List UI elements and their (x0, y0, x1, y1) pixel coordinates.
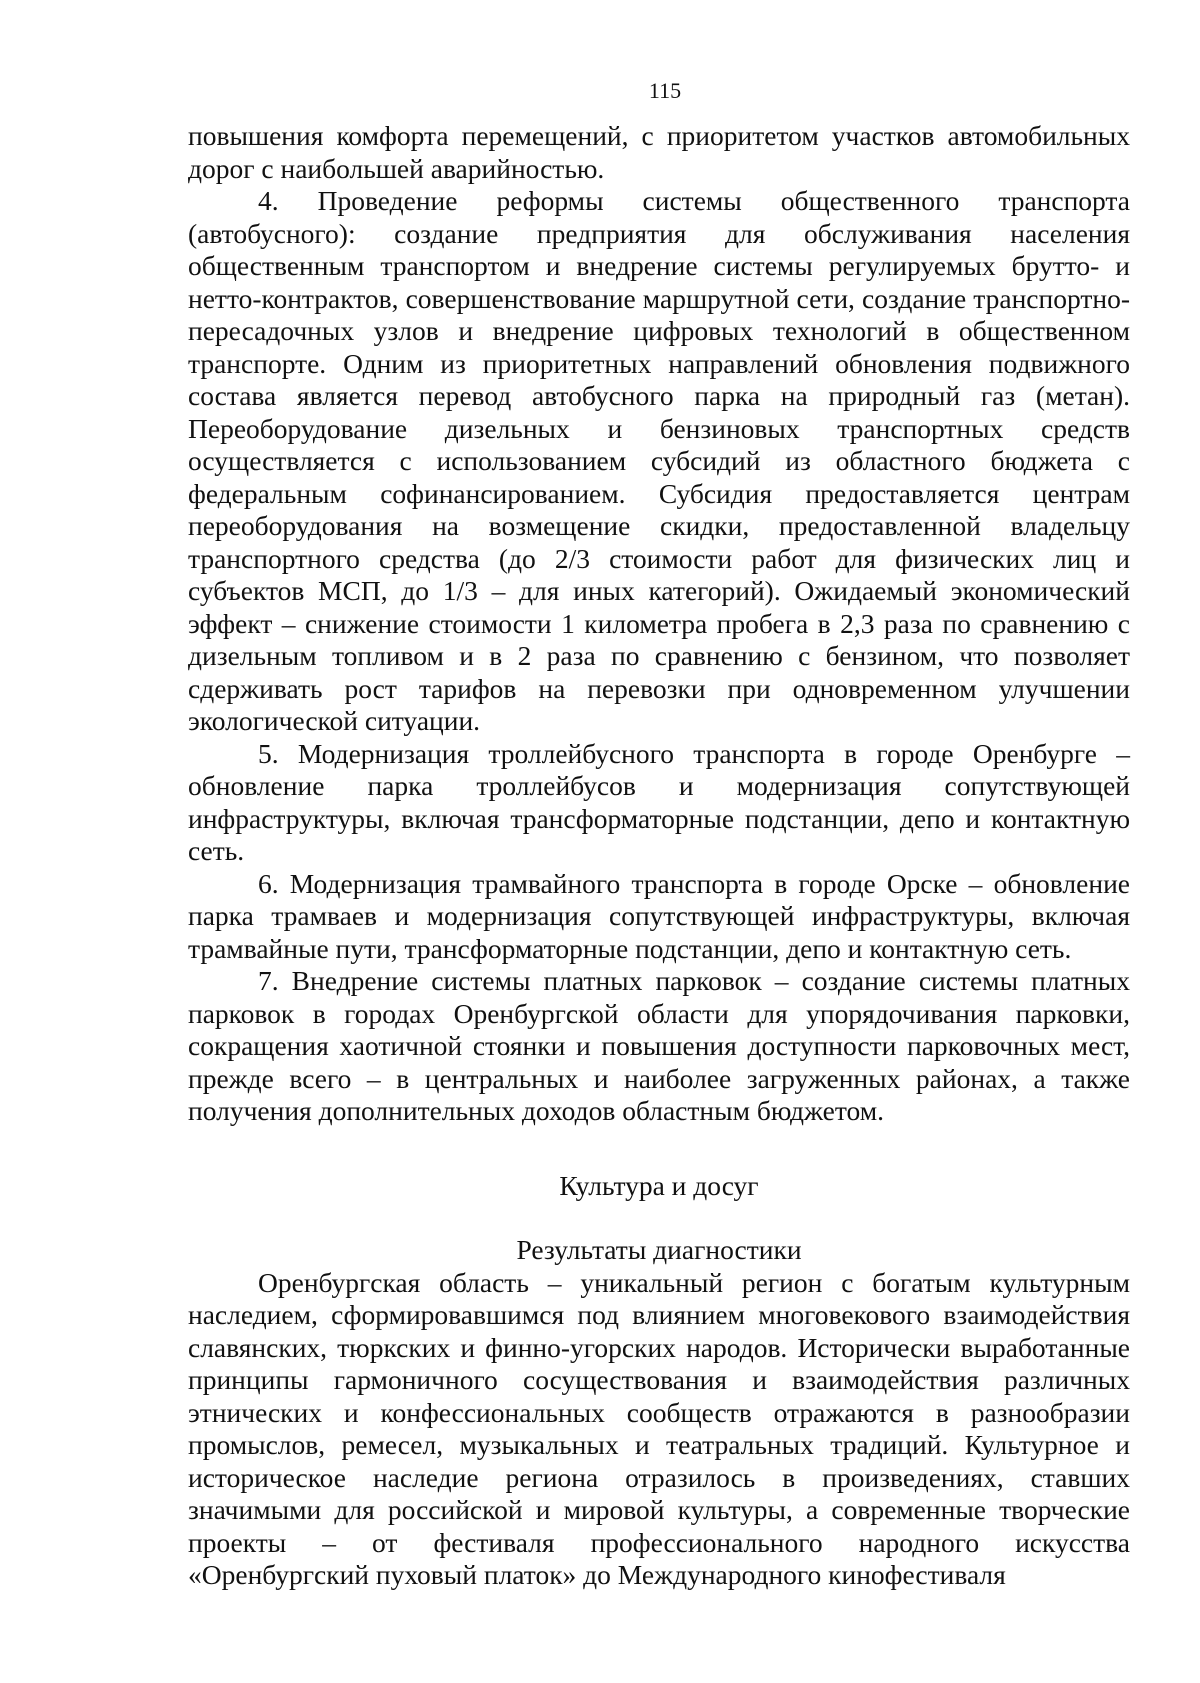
paragraph-item-4: 4. Проведение реформы системы общественного транспорта (автобусного): создание предприятия для обслуживания населения общественным транспортом и внедрение системы регулируемых брутто- и нетто-контрактов, совершенствование маршрутной сети, создание транспортно-пересадочных узлов и внедрение цифровых технологий в общественном транспорте. Одним из приоритетных направлений обновления подвижного состава является перевод автобусного парка на природный газ (метан). Переоборудование дизельных и бензиновых транспортных средств осуществляется с использованием субсидий из областного бюджета с федеральным софинансированием. Субсидия предоставляется центрам переоборудования на возмещение скидки, предоставленной владельцу транспортного средства (до 2/3 стоимости работ для физических лиц и субъектов МСП, до 1/3 – для иных категорий). Ожидаемый экономический эффект – снижение стоимости 1 километра пробега в 2,3 раза по сравнению с дизельным топливом и в 2 раза по сравнению с бензином, что позволяет сдерживать рост тарифов на перевозки при одновременном улучшении экологической ситуации. (188, 185, 1130, 736)
paragraph-culture-intro: Оренбургская область – уникальный регион с богатым культурным наследием, сформировавшимся под влиянием многовекового взаимодействия славянских, тюркских и финно-угорских народов. Исторически выработанные принципы гармоничного сосуществования и взаимодействия различных этнических и конфессиональных сообществ отражаются в разнообразии промыслов, ремесел, музыкальных и театральных традиций. Культурное и историческое наследие региона отразилось в произведениях, ставших значимыми для российской и мировой культуры, а современные творческие проекты – от фестиваля профессионального народного искусства «Оренбургский пуховый платок» до Международного кинофестиваля (188, 1266, 1130, 1590)
paragraph-item-6: 6. Модернизация трамвайного транспорта в городе Орске – обновление парка трамваев и модернизация сопутствующей инфраструктуры, включая трамвайные пути, трансформаторные подстанции, депо и контактную сеть. (188, 867, 1130, 964)
section-heading: Культура и досуг (559, 1169, 759, 1201)
page-number: 115 (648, 78, 682, 103)
paragraph-item-5: 5. Модернизация троллейбусного транспорта в городе Оренбурге – обновление парка троллейбусов и модернизация сопутствующей инфраструктуры, включая трансформаторные подстанции, депо и контактную сеть. (188, 737, 1130, 866)
subsection-heading: Результаты диагностики (516, 1234, 802, 1265)
paragraph-item-7: 7. Внедрение системы платных парковок – создание системы платных парковок в городах Оренбургской области для упорядочивания парковки, сокращения хаотичной стоянки и повышения доступности парковочных мест, прежде всего – в центральных и наиболее загруженных районах, а также получения дополнительных доходов областным бюджетом. (188, 965, 1130, 1126)
document-body (188, 120, 1130, 1592)
paragraph-continuation: повышения комфорта перемещений, с приоритетом участков автомобильных дорог с наибольшей аварийностью. (188, 120, 1130, 184)
